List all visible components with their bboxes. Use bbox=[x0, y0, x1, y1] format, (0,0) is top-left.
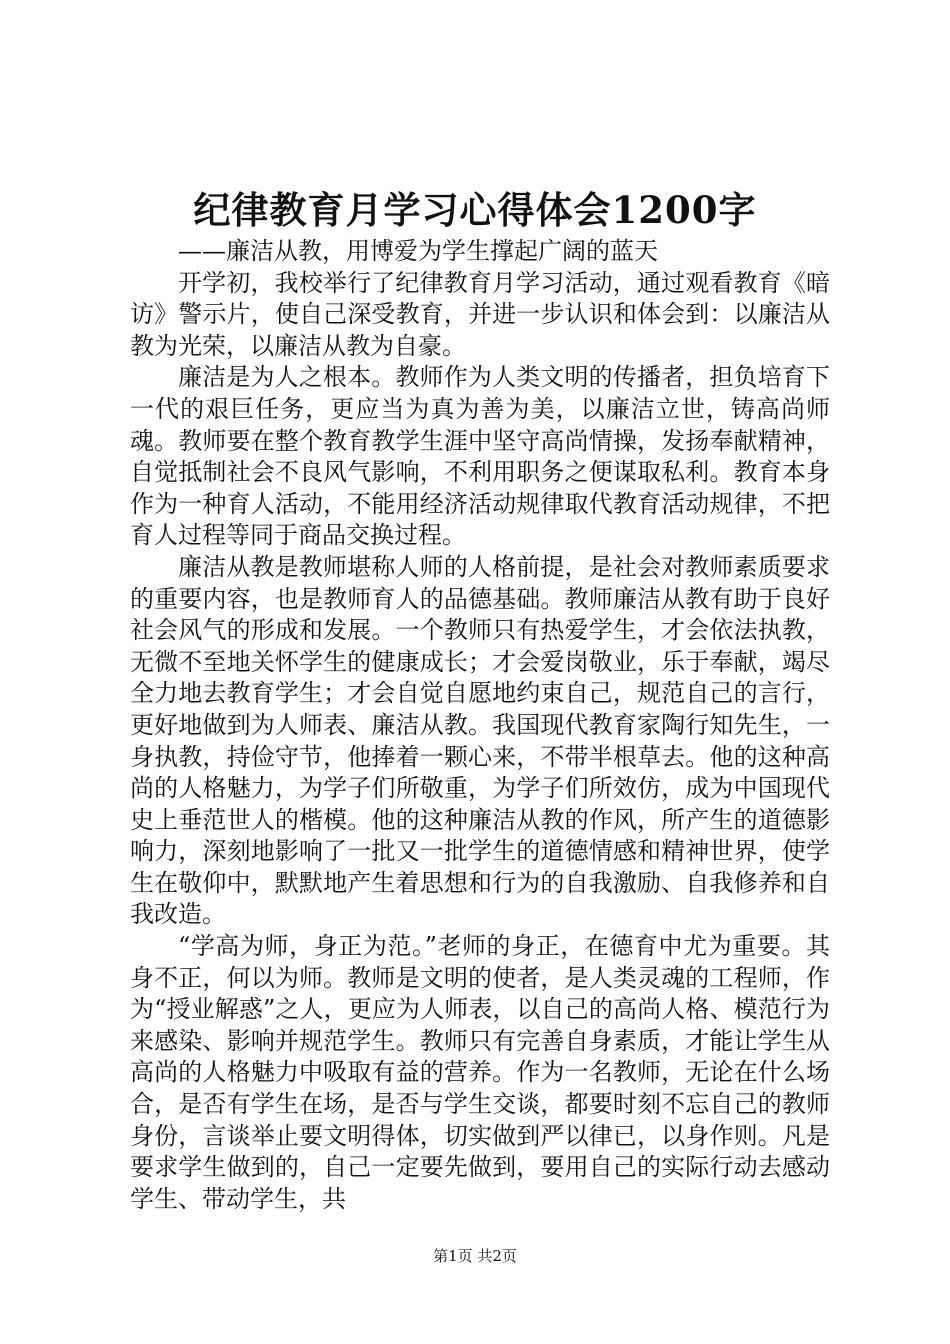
paragraph-1: 开学初，我校举行了纪律教育月学习活动，通过观看教育《暗访》警示片，使自己深受教育，并进一步认识和体会到：以廉洁从教为光荣，以廉洁从教为自豪。 bbox=[130, 268, 830, 360]
paragraph-2: 廉洁是为人之根本。教师作为人类文明的传播者，担负培育下一代的艰巨任务，更应当为真为善为美，以廉洁立世，铸高尚师魂。教师要在整个教育教学生涯中坚守高尚情操，发扬奉献精神，自觉抵制社会不良风气影响，不利用职务之便谋取私利。教育本身作为一种育人活动，不能用经济活动规律取代教育活动规律，不把育人过程等同于商品交换过程。 bbox=[130, 363, 830, 550]
document-body bbox=[130, 236, 830, 1215]
document-title: 纪律教育月学习心得体会1200字 bbox=[193, 188, 757, 232]
paragraph-4: “学高为师，身正为范。”老师的身正，在德育中尤为重要。其身不正，何以为师。教师是文明的使者，是人类灵魂的工程师，作为“授业解惑”之人，更应为人师表，以自己的高尚人格、模范行为来感染、影响并规范学生。教师只有完善自身素质，才能让学生从高尚的人格魅力中吸取有益的营养。作为一名教师，无论在什么场合，是否有学生在场，是否与学生交谈，都要时刻不忘自己的教师身份，言谈举止要文明得体，切实做到严以律已，以身作则。凡是要求学生做到的，自己一定要先做到，要用自己的实际行动去感动学生、带动学生，共 bbox=[130, 932, 830, 1213]
document-subtitle: ——廉洁从教，用博爱为学生撑起广阔的蓝天 bbox=[178, 237, 658, 265]
paragraph-3: 廉洁从教是教师堪称人师的人格前提，是社会对教师素质要求的重要内容，也是教师育人的品德基础。教师廉洁从教有助于良好社会风气的形成和发展。一个教师只有热爱学生，才会依法执教，无微不至地关怀学生的健康成长；才会爱岗敬业，乐于奉献，竭尽全力地去教育学生；才会自觉自愿地约束自己，规范自己的言行，更好地做到为人师表、廉洁从教。我国现代教育家陶行知先生，一身执教，持俭守节，他捧着一颗心来，不带半根草去。他的这种高尚的人格魅力，为学子们所敬重，为学子们所效仿，成为中国现代史上垂范世人的楷模。他的这种廉洁从教的作风，所产生的道德影响力，深刻地影响了一批又一批学生的道德情感和精神世界，使学生在敬仰中，默默地产生着思想和行为的自我激励、自我修养和自我改造。 bbox=[130, 552, 830, 929]
page-number-footer: 第1页 共2页 bbox=[433, 1247, 517, 1265]
